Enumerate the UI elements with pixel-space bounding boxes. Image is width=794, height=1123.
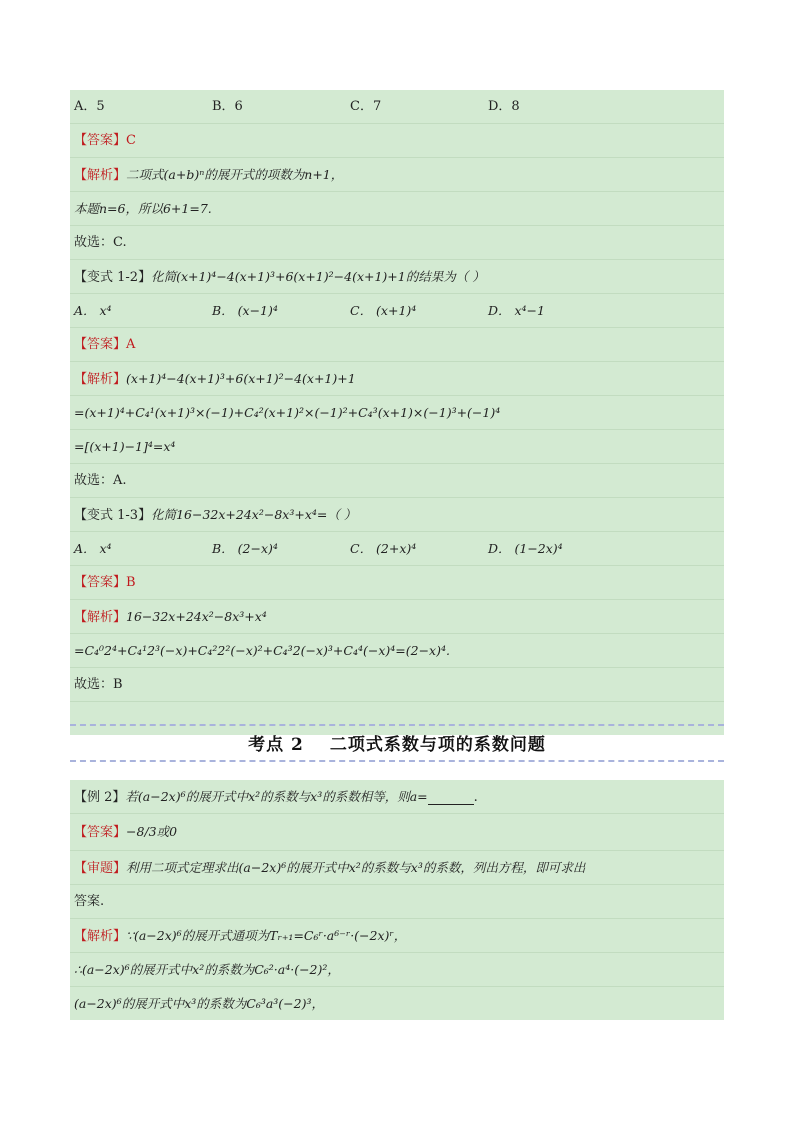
option-c: C．7 — [350, 99, 382, 114]
answer-value: C — [126, 133, 136, 148]
variant-1-2-row — [70, 260, 724, 294]
options-row-2 — [70, 294, 724, 328]
section-title — [70, 730, 724, 755]
analysis-text: (a−2x)⁶的展开式中x³的系数为C₆³a³(−2)³， — [74, 996, 324, 1011]
variant-text: 化简16−32x+24x²−8x³+x⁴=（ ） — [151, 507, 357, 522]
answer-tag: 【答案】 — [74, 133, 127, 148]
option-a: A． x⁴ — [74, 303, 112, 318]
answer-value: B — [126, 575, 136, 590]
analysis-text: ∵(a−2x)⁶的展开式通项为Tᵣ₊₁=C₆ʳ·a⁶⁻ʳ·(−2x)ʳ， — [126, 928, 407, 943]
option-d: D． (1−2x)⁴ — [488, 541, 563, 556]
example-tag: 【例 2】 — [74, 790, 126, 805]
analysis-text: 16−32x+24x²−8x³+x⁴ — [126, 609, 267, 624]
solution-block-1 — [70, 90, 724, 735]
option-a: A．5 — [74, 99, 105, 114]
analysis-text: 二项式(a+b)ⁿ的展开式的项数为n+1， — [126, 167, 344, 182]
analysis-row-4 — [70, 396, 724, 430]
choose-row-2 — [70, 464, 724, 498]
option-a: A． x⁴ — [74, 541, 112, 556]
analysis-row-b — [70, 953, 724, 987]
example-end: . — [473, 790, 478, 805]
review-text: 利用二项式定理求出(a−2x)⁶的展开式中x²的系数与x³的系数，列出方程，即可求出 — [126, 860, 586, 875]
analysis-row-c — [70, 987, 724, 1020]
section-divider-bottom — [70, 760, 724, 762]
answer-tag: 【答案】 — [74, 575, 127, 590]
analysis-text: (x+1)⁴−4(x+1)³+6(x+1)²−4(x+1)+1 — [126, 371, 356, 386]
answer-value: −8/3或0 — [126, 824, 178, 839]
option-c: C． (2+x)⁴ — [350, 541, 417, 556]
option-d: D．8 — [488, 99, 520, 114]
answer-value: A — [126, 337, 136, 352]
options-row-1 — [70, 90, 724, 124]
option-b: B． (x−1)⁴ — [212, 303, 278, 318]
choose-text: 故选：A. — [74, 473, 127, 488]
analysis-text: 本题n=6，所以6+1=7. — [74, 201, 212, 216]
answer-row-1 — [70, 124, 724, 158]
analysis-tag: 【解析】 — [74, 168, 127, 183]
analysis-tag: 【解析】 — [74, 929, 127, 944]
choose-row-1 — [70, 226, 724, 260]
section-divider-top — [70, 724, 724, 726]
variant-tag: 【变式 1-2】 — [74, 270, 152, 285]
analysis-row-3 — [70, 362, 724, 396]
analysis-text: =(x+1)⁴+C₄¹(x+1)³×(−1)+C₄²(x+1)²×(−1)²+C₄³(x+1)×(−1)³+(−1)⁴ — [74, 405, 501, 420]
choose-text: 故选：B — [74, 677, 123, 692]
analysis-row-5 — [70, 430, 724, 464]
option-b: B．6 — [212, 99, 243, 114]
choose-text: 故选：C. — [74, 235, 127, 250]
variant-1-3-row — [70, 498, 724, 532]
variant-text: 化简(x+1)⁴−4(x+1)³+6(x+1)²−4(x+1)+1的结果为（ ） — [151, 269, 485, 284]
analysis-tag: 【解析】 — [74, 610, 127, 625]
analysis-row-a — [70, 919, 724, 953]
solution-block-2 — [70, 780, 724, 1020]
option-b: B． (2−x)⁴ — [212, 541, 278, 556]
analysis-text: =C₄⁰2⁴+C₄¹2³(−x)+C₄²2²(−x)²+C₄³2(−x)³+C₄⁴(−x)⁴=(2−x)⁴. — [74, 643, 450, 658]
analysis-row-2 — [70, 192, 724, 226]
answer-row-2 — [70, 328, 724, 362]
answer-row-3 — [70, 566, 724, 600]
analysis-text: ∴(a−2x)⁶的展开式中x²的系数为C₆²·a⁴·(−2)²， — [74, 962, 340, 977]
analysis-row-7 — [70, 634, 724, 668]
answer-tag: 【答案】 — [74, 337, 127, 352]
analysis-tag: 【解析】 — [74, 372, 127, 387]
example-row — [70, 780, 724, 814]
review-text: 答案. — [74, 894, 105, 909]
example-text: 若(a−2x)⁶的展开式中x²的系数与x³的系数相等，则a= — [125, 789, 428, 804]
options-row-3 — [70, 532, 724, 566]
variant-tag: 【变式 1-3】 — [74, 508, 152, 523]
review-row-1 — [70, 851, 724, 885]
review-tag: 【审题】 — [74, 861, 127, 876]
section-heading: 二项式系数与项的系数问题 — [329, 735, 546, 755]
option-d: D． x⁴−1 — [488, 303, 545, 318]
answer-tag: 【答案】 — [74, 825, 127, 840]
option-c: C． (x+1)⁴ — [350, 303, 417, 318]
review-row-2 — [70, 885, 724, 919]
answer-row — [70, 814, 724, 851]
section-label: 考点 2 — [248, 735, 304, 755]
analysis-text: =[(x+1)−1]⁴=x⁴ — [74, 439, 176, 454]
analysis-row-6 — [70, 600, 724, 634]
answer-blank — [428, 790, 474, 805]
choose-row-3 — [70, 668, 724, 702]
analysis-row-1 — [70, 158, 724, 192]
